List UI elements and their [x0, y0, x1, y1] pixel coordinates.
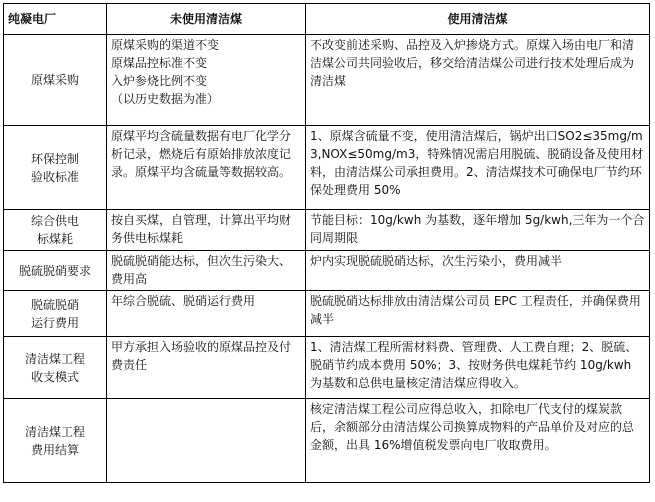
without-cell: 甲方承担入场验收的原煤品控及付费责任 — [107, 337, 306, 399]
table-row — [4, 399, 650, 483]
row-label: 脱硫脱硝 运行费用 — [4, 291, 107, 337]
row-label: 综合供电 标煤耗 — [4, 210, 107, 251]
with-cell: 1、原煤含硫量不变，使用清洁煤后，锅炉出口SO2≤35mg/m3,NOX≤50mg/m3，特殊情况需启用脱硫、脱硝设备及使用材料，由清洁煤公司承担费用。2、清洁煤技术可确保电厂节约环保处理费用 50% — [306, 126, 650, 210]
row-label: 清洁煤工程 收支模式 — [4, 337, 107, 399]
row-label: 环保控制 验收标准 — [4, 126, 107, 210]
without-cell: 按自买煤，自管理，计算出平均财务供电标煤耗 — [107, 210, 306, 251]
row-label: 脱硫脱硝要求 — [4, 251, 107, 291]
row-label: 清洁煤工程 费用结算 — [4, 399, 107, 483]
without-cell: 原煤平均含硫量数据有电厂化学分析记录，燃烧后有原始排放浓度记录。原煤平均含硫量等数据较高。 — [107, 126, 306, 210]
row-label: 原煤采购 — [4, 35, 107, 126]
header-row — [4, 4, 650, 35]
with-cell: 脱硫脱硝达标排放由清洁煤公司员 EPC 工程责任，并确保费用减半 — [306, 291, 650, 337]
header-with-clean-coal: 使用清洁煤 — [306, 4, 650, 35]
table-row — [4, 337, 650, 399]
with-cell: 节能目标：10g/kwh 为基数，逐年增加 5g/kwh,三年为一个合同周期限 — [306, 210, 650, 251]
header-plant-type: 纯凝电厂 — [4, 4, 107, 35]
with-cell: 核定清洁煤工程公司应得总收入，扣除电厂代支付的煤炭款后，余额部分由清洁煤公司换算成物料的产品单价及对应的总金额，出具 16%增值税发票向电厂收取费用。 — [306, 399, 650, 483]
table-row — [4, 251, 650, 291]
with-cell: 1、清洁煤工程所需材料费、管理费、人工费自理；2、脱硫、脱硝节约成本费用 50%；3、按财务供电煤耗节约 10g/kwh 为基数和总供电量核定清洁煤应得收入。 — [306, 337, 650, 399]
with-cell: 炉内实现脱硫脱硝达标，次生污染小，费用减半 — [306, 251, 650, 291]
header-without-clean-coal: 未使用清洁煤 — [107, 4, 306, 35]
without-cell: 原煤采购的渠道不变 原煤品控标准不变 入炉参烧比例不变 （以历史数据为准） — [107, 35, 306, 126]
with-cell: 不改变前述采购、品控及入炉掺烧方式。原煤入场由电厂和清洁煤公司共同验收后，移交给清洁煤公司进行技术处理后成为清洁煤 — [306, 35, 650, 126]
table-row — [4, 35, 650, 126]
comparison-table — [3, 3, 650, 483]
without-cell: 年综合脱硫、脱硝运行费用 — [107, 291, 306, 337]
table-row — [4, 126, 650, 210]
without-cell — [107, 399, 306, 483]
table-row — [4, 291, 650, 337]
table-row — [4, 210, 650, 251]
without-cell: 脱硫脱硝能达标，但次生污染大、费用高 — [107, 251, 306, 291]
